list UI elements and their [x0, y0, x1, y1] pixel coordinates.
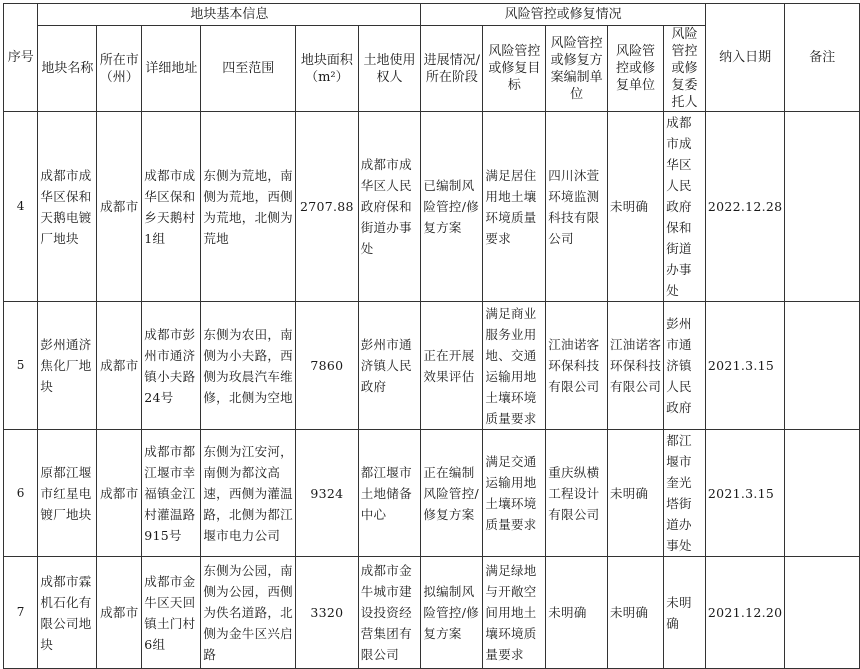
- header-group-row: [4, 4, 860, 26]
- cell-progress: 拟编制风险管控/修复方案: [421, 557, 483, 669]
- header-area: 地块面积（m²）: [296, 26, 359, 112]
- header-name: 地块名称: [38, 26, 97, 112]
- cell-target: 满足绿地与开敞空间用地土壤环境质量要求: [483, 557, 546, 669]
- cell-boundary: 东侧为农田，南侧为小夫路，西侧为玫晨汽车维修，北侧为空地: [201, 302, 296, 430]
- cell-client: 未明确: [664, 557, 706, 669]
- header-group-basic: 地块基本信息: [38, 4, 421, 26]
- table-row: [4, 430, 860, 557]
- cell-exec-unit: 江油诺客环保科技有限公司: [607, 302, 663, 430]
- header-seq: 序号: [4, 4, 38, 112]
- cell-owner: 彭州市通济镇人民政府: [358, 302, 421, 430]
- cell-date: 2021.3.15: [705, 302, 785, 430]
- header-progress: 进展情况/所在阶段: [421, 26, 483, 112]
- cell-boundary: 东侧为公园，南侧为公园，西侧为佚名道路，北侧为金牛区兴启路: [201, 557, 296, 669]
- cell-exec-unit: 未明确: [607, 430, 663, 557]
- cell-name: 成都市成华区保和天鹅电镀厂地块: [38, 112, 97, 302]
- cell-remark: [785, 430, 860, 557]
- cell-area: 3320: [296, 557, 359, 669]
- cell-owner: 成都市成华区人民政府保和街道办事处: [358, 112, 421, 302]
- header-plan-unit: 风险管控或修复方案编制单位: [546, 26, 608, 112]
- header-date: 纳入日期: [705, 4, 785, 112]
- header-boundary: 四至范围: [201, 26, 296, 112]
- cell-client: 彭州市通济镇人民政府: [664, 302, 706, 430]
- header-exec-unit: 风险管控或修复单位: [607, 26, 663, 112]
- cell-remark: [785, 112, 860, 302]
- header-remark: 备注: [785, 4, 860, 112]
- cell-exec-unit: 未明确: [607, 557, 663, 669]
- header-address: 详细地址: [142, 26, 201, 112]
- cell-plan-unit: 未明确: [546, 557, 608, 669]
- cell-target: 满足商业服务业用地、交通运输用地土壤环境质量要求: [483, 302, 546, 430]
- cell-area: 2707.88: [296, 112, 359, 302]
- cell-date: 2022.12.28: [705, 112, 785, 302]
- cell-area: 7860: [296, 302, 359, 430]
- cell-seq: 5: [4, 302, 38, 430]
- cell-seq: 6: [4, 430, 38, 557]
- header-client: 风险管控或修复委托人: [664, 26, 706, 112]
- cell-target: 满足居住用地土壤环境质量要求: [483, 112, 546, 302]
- table-row: [4, 302, 860, 430]
- header-group-risk: 风险管控或修复情况: [421, 4, 706, 26]
- table-row: [4, 112, 860, 302]
- cell-boundary: 东侧为江安河，南侧为都汶高速，西侧为灌温路，北侧为都江堰市电力公司: [201, 430, 296, 557]
- cell-plan-unit: 江油诺客环保科技有限公司: [546, 302, 608, 430]
- cell-client: 成都市成华区人民政府保和街道办事处: [664, 112, 706, 302]
- header-target: 风险管控或修复目标: [483, 26, 546, 112]
- cell-remark: [785, 557, 860, 669]
- cell-city: 成都市: [97, 112, 142, 302]
- cell-address: 成都市金牛区天回镇土门村6组: [142, 557, 201, 669]
- cell-progress: 正在编制风险管控/修复方案: [421, 430, 483, 557]
- cell-address: 成都市都江堰市幸福镇金江村灌温路915号: [142, 430, 201, 557]
- cell-boundary: 东侧为荒地，南侧为荒地，西侧为荒地，北侧为荒地: [201, 112, 296, 302]
- cell-address: 成都市成华区保和乡天鹅村1组: [142, 112, 201, 302]
- cell-address: 成都市彭州市通济镇小夫路24号: [142, 302, 201, 430]
- cell-client: 都江堰市奎光塔街道办事处: [664, 430, 706, 557]
- contaminated-site-table: [3, 3, 860, 669]
- cell-city: 成都市: [97, 302, 142, 430]
- cell-plan-unit: 重庆纵横工程设计有限公司: [546, 430, 608, 557]
- cell-city: 成都市: [97, 557, 142, 669]
- cell-target: 满足交通运输用地土壤环境质量要求: [483, 430, 546, 557]
- cell-city: 成都市: [97, 430, 142, 557]
- cell-date: 2021.3.15: [705, 430, 785, 557]
- header-city: 所在市（州）: [97, 26, 142, 112]
- cell-name: 成都市霖机石化有限公司地块: [38, 557, 97, 669]
- cell-seq: 4: [4, 112, 38, 302]
- cell-name: 彭州通济焦化厂地块: [38, 302, 97, 430]
- cell-seq: 7: [4, 557, 38, 669]
- cell-progress: 已编制风险管控/修复方案: [421, 112, 483, 302]
- cell-owner: 都江堰市土地储备中心: [358, 430, 421, 557]
- cell-owner: 成都市金牛城市建设投资经营集团有限公司: [358, 557, 421, 669]
- table-row: [4, 557, 860, 669]
- cell-remark: [785, 302, 860, 430]
- cell-progress: 正在开展效果评估: [421, 302, 483, 430]
- cell-date: 2021.12.20: [705, 557, 785, 669]
- header-owner: 土地使用权人: [358, 26, 421, 112]
- cell-plan-unit: 四川沐萱环境监测科技有限公司: [546, 112, 608, 302]
- cell-area: 9324: [296, 430, 359, 557]
- cell-exec-unit: 未明确: [607, 112, 663, 302]
- cell-name: 原都江堰市红星电镀厂地块: [38, 430, 97, 557]
